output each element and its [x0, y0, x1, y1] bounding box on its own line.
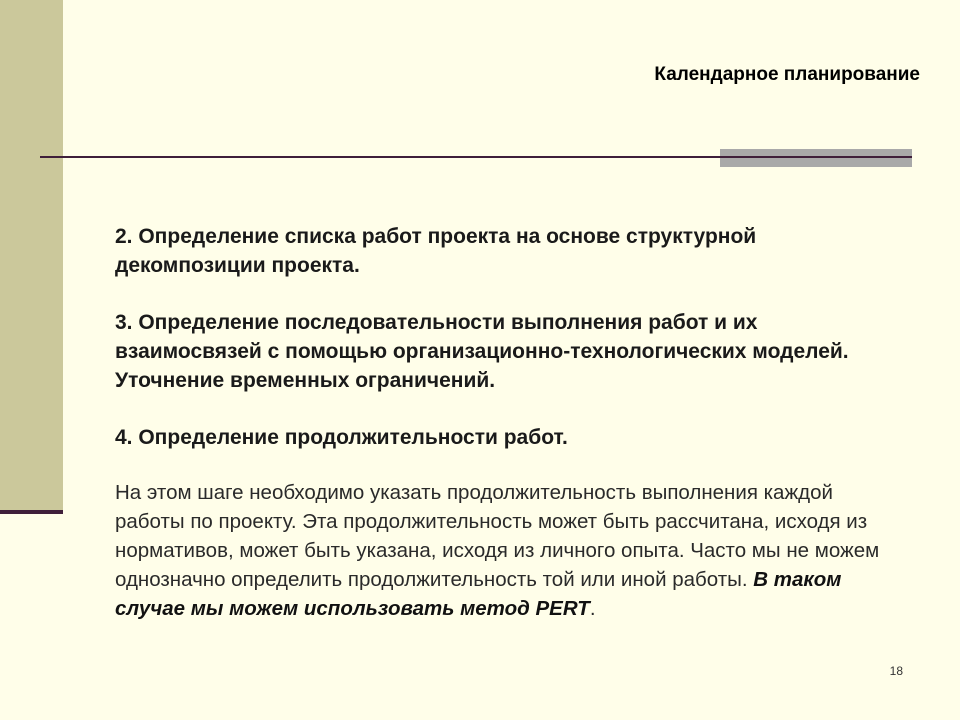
left-bar-underline — [0, 510, 63, 514]
slide-title: Календарное планирование — [654, 64, 920, 85]
step-4-text: 4. Определение продолжительности работ. — [115, 426, 568, 449]
explanation-end-punctuation: . — [589, 597, 596, 620]
title-divider-accent-line — [720, 156, 912, 158]
explanation-emphasis-text: В таком случае мы можем использовать метод PERT — [115, 568, 842, 620]
left-decorative-bar — [0, 0, 63, 512]
explanation-plain-text: На этом шаге необходимо указать продолжительность выполнения каждой работы по проекту. Эта продолжительность может быть рассчитана, исходя из нормативов, может быть указана, исходя из личного опыта. Часто мы не можем однозначно определить продолжительность той или иной работы. — [115, 481, 880, 591]
title-divider-accent — [720, 149, 912, 167]
step-2-text: 2. Определение списка работ проекта на основе структурной декомпозиции проекта. — [115, 225, 757, 277]
explanation-paragraph — [115, 478, 905, 623]
slide-content — [115, 222, 905, 623]
page-number: 18 — [889, 664, 903, 678]
step-3-text: 3. Определение последовательности выполнения работ и их взаимосвязей с помощью организационно-технологических моделей. Уточнение временных ограничений. — [115, 311, 849, 392]
